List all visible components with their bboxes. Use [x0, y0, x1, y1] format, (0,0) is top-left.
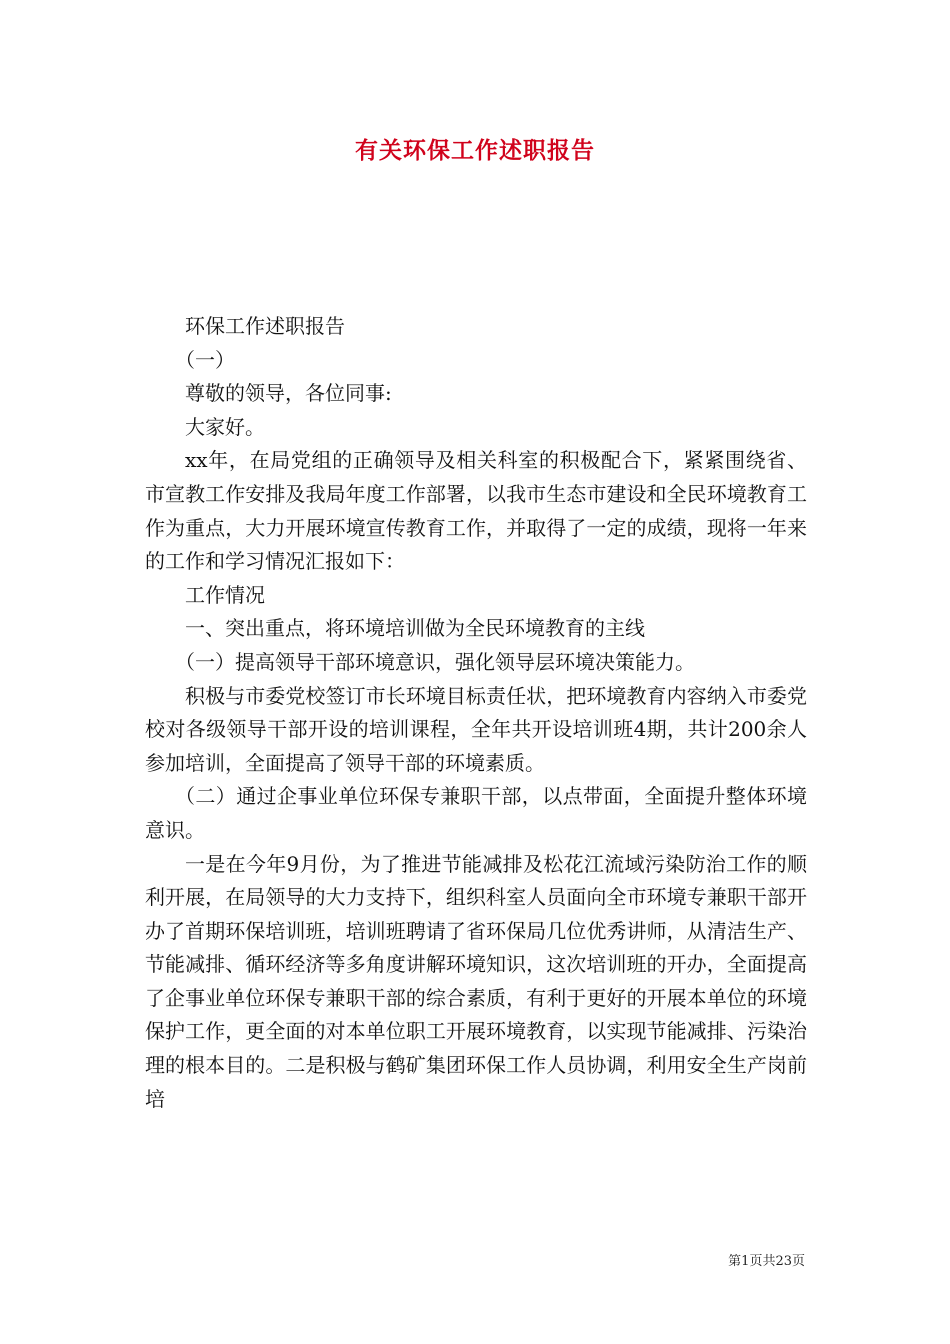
paragraph-point-one: 一、突出重点，将环境培训做为全民环境教育的主线 — [185, 616, 645, 641]
paragraph-subpoint-two-detail: 一是在今年9月份，为了推进节能减排及松花江流域污染防治工作的顺利开展，在局领导的大力支持下，组织科室人员面向全市环境专兼职干部开办了首期环保培训班，培训班聘请了省环保局几位优秀讲师，从清洁生产、节能减排、循环经济等多角度讲解环境知识，这次培训班的开办，全面提高了企事业单位环保专兼职干部的综合素质，有利于更好的开展本单位的环境保护工作，更全面的对本单位职工开展环境教育，以实现节能减排、污染治理的根本目的。二是积极与鹤矿集团环保工作人员协调，利用安全生产岗前培 — [145, 851, 807, 1111]
paragraph-section-number: （一） — [175, 347, 235, 372]
document-title: 有关环保工作述职报告 — [355, 137, 595, 164]
paragraph-work-status: 工作情况 — [185, 582, 265, 607]
paragraph-greeting: 大家好。 — [185, 414, 265, 439]
paragraph-heading: 环保工作述职报告 — [185, 314, 345, 338]
paragraph-salutation: 尊敬的领导，各位同事: — [185, 381, 392, 406]
paragraph-intro: xx年，在局党组的正确领导及相关科室的积极配合下，紧紧围绕省、市宣教工作安排及我局年度工作部署，以我市生态市建设和全民环境教育工作为重点，大力开展环境宣传教育工作，并取得了一定的成绩，现将一年来的工作和学习情况汇报如下： — [145, 448, 807, 574]
paragraph-subpoint-two: （二）通过企事业单位环保专兼职干部，以点带面，全面提升整体环境意识。 — [145, 784, 807, 842]
paragraph-subpoint-one: （一）提高领导干部环境意识，强化领导层环境决策能力。 — [175, 649, 695, 674]
page-indicator: 第1页共23页 — [728, 1254, 805, 1269]
document-body — [145, 310, 807, 1116]
paragraph-subpoint-one-detail: 积极与市委党校签订市长环境目标责任状，把环境教育内容纳入市委党校对各级领导干部开设的培训课程，全年共开设培训班4期，共计200余人参加培训，全面提高了领导干部的环境素质。 — [145, 683, 807, 775]
